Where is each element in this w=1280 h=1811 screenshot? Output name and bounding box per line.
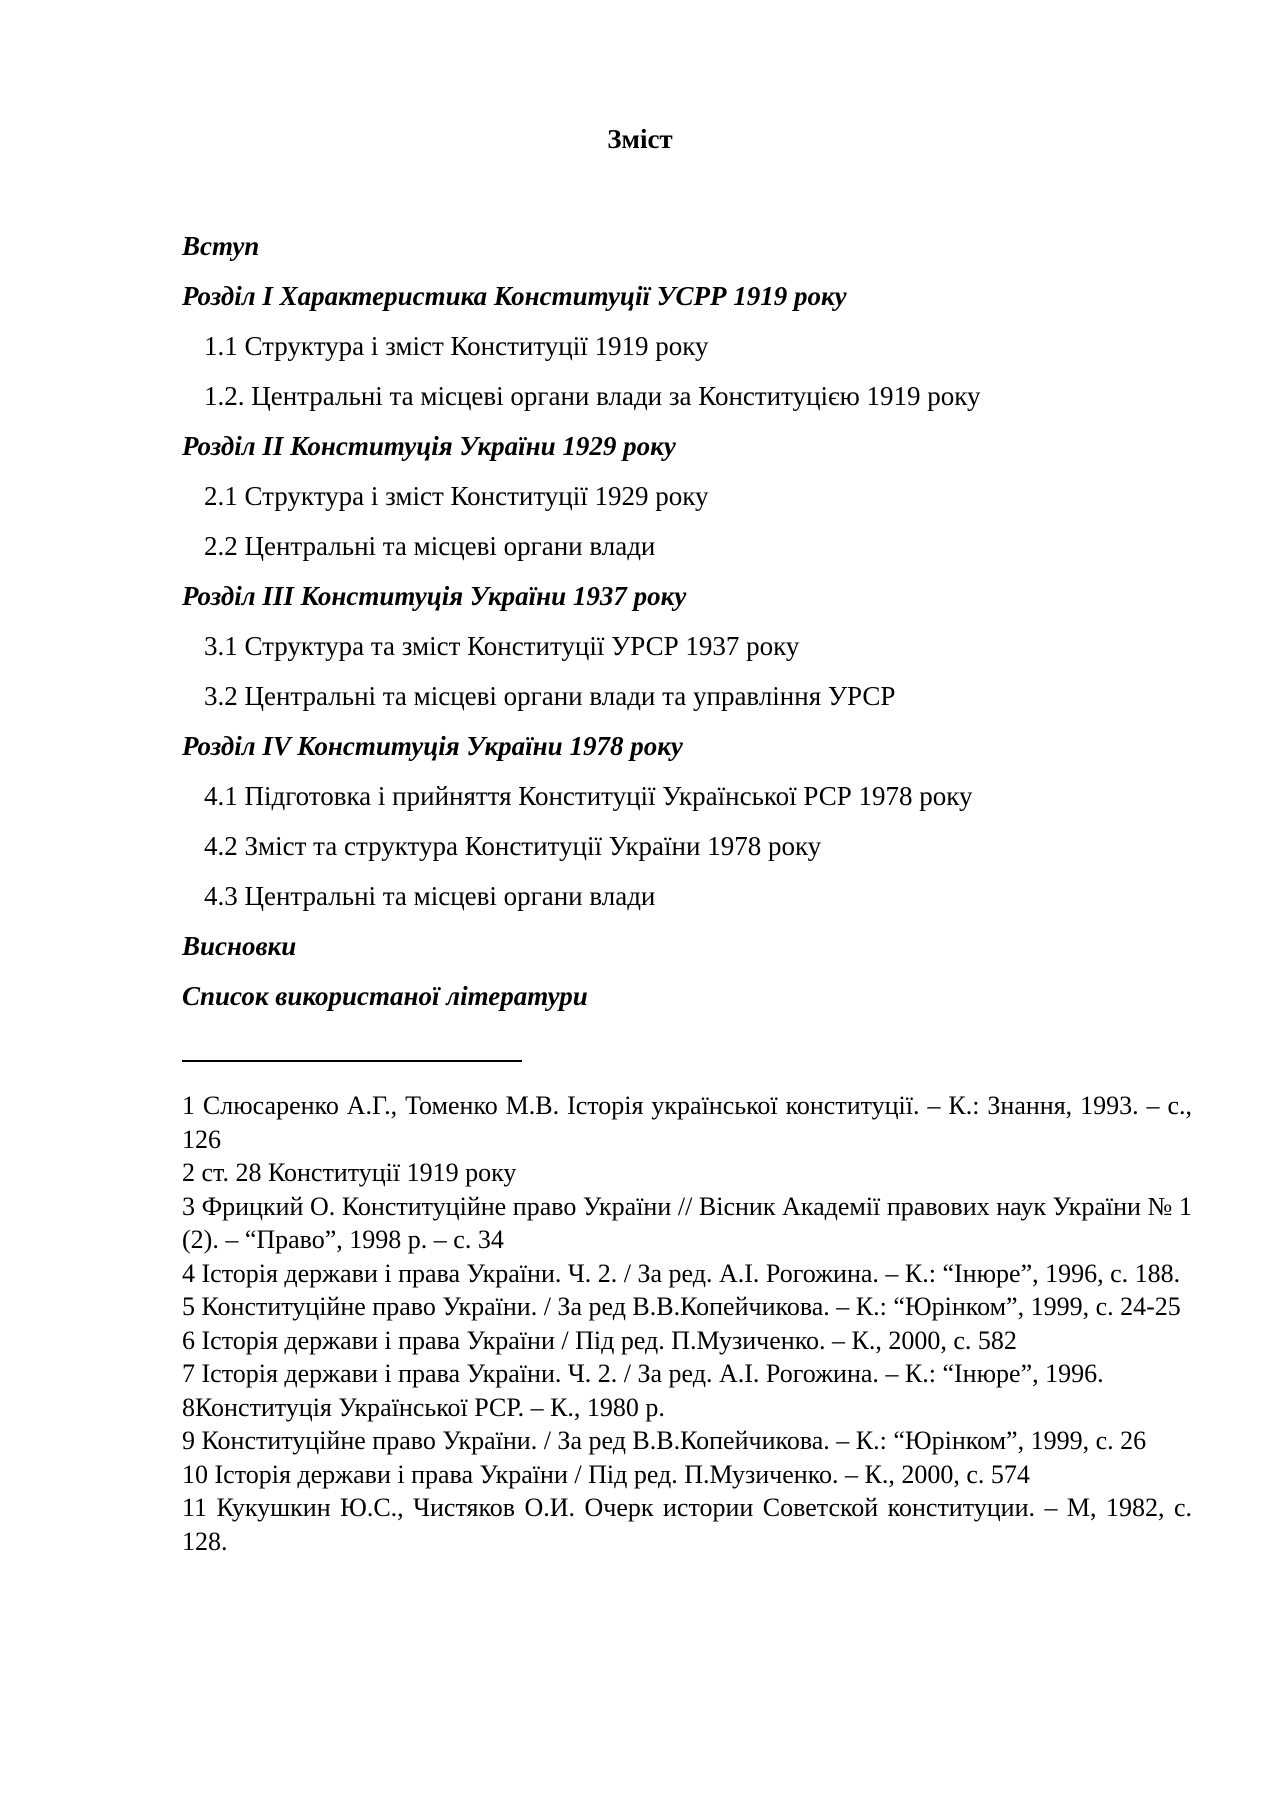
toc-subsection-1-2: 1.2. Центральні та місцеві органи влади за Конституцією 1919 року (204, 381, 981, 411)
footnote-1: 1 Слюсаренко А.Г., Томенко М.В. Історія української конституції. – К.: Знання, 1993. – с., 126 (182, 1091, 1192, 1154)
toc-section-conclusions: Висновки (182, 931, 297, 961)
footnote-7: 7 Історія держави і права України. Ч. 2. / За ред. А.І. Рогожина. – К.: “Інюре”, 1996. (182, 1359, 1104, 1388)
footnote-4: 4 Історія держави і права України. Ч. 2. / За ред. А.І. Рогожина. – К.: “Інюре”, 1996, с. 188. (182, 1258, 1181, 1288)
footnotes (182, 1089, 1192, 1558)
toc-section-intro: Вступ (182, 231, 260, 261)
footnote-10: 10 Історія держави і права України / Під ред. П.Музиченко. – К., 2000, с. 574 (182, 1459, 1030, 1489)
toc-subsection-4-3: 4.3 Центральні та місцеві органи влади (204, 881, 656, 911)
toc-subsection-2-1: 2.1 Структура і зміст Конституції 1929 року (204, 481, 709, 511)
toc-subsection-4-2: 4.2 Зміст та структура Конституції України 1978 року (204, 831, 822, 861)
table-of-contents (182, 221, 1192, 1021)
footnote-5: 5 Конституційне право України. / За ред В.В.Копейчикова. – К.: “Юрінком”, 1999, с. 24-25 (182, 1292, 1181, 1321)
footnote-11: 11 Кукушкин Ю.С., Чистяков О.И. Очерк истории Советской конституции. – М, 1982, с. 128. (182, 1493, 1192, 1556)
footnote-separator (182, 1060, 522, 1062)
toc-section-2: Розділ ІІ Конституція України 1929 року (182, 431, 676, 461)
footnote-3: 3 Фрицкий О. Конституційне право України // Вісник Академії правових наук України № 1 (2). – “Право”, 1998 р. – с. 34 (182, 1191, 1192, 1254)
toc-section-3: Розділ ІІІ Конституція України 1937 року (182, 581, 687, 611)
toc-subsection-2-2: 2.2 Центральні та місцеві органи влади (204, 531, 656, 561)
toc-subsection-3-2: 3.2 Центральні та місцеві органи влади та управління УРСР (204, 681, 896, 711)
toc-subsection-4-1: 4.1 Підготовка і прийняття Конституції Української РСР 1978 року (204, 781, 973, 811)
page-title: Зміст (607, 124, 673, 154)
footnote-8: 8Конституція Української РСР. – К., 1980 р. (182, 1392, 665, 1422)
toc-subsection-1-1: 1.1 Структура і зміст Конституції 1919 року (204, 331, 709, 361)
footnote-2: 2 ст. 28 Конституції 1919 року (182, 1158, 517, 1187)
footnote-6: 6 Історія держави і права України / Під ред. П.Музиченко. – К., 2000, с. 582 (182, 1325, 1017, 1355)
toc-section-bibliography: Список використаної літератури (182, 981, 588, 1011)
toc-subsection-3-1: 3.1 Структура та зміст Конституції УРСР 1937 року (204, 631, 800, 661)
toc-section-4: Розділ IV Конституція України 1978 року (182, 731, 683, 761)
footnote-9: 9 Конституційне право України. / За ред В.В.Копейчикова. – К.: “Юрінком”, 1999, с. 26 (182, 1426, 1147, 1455)
toc-section-1: Розділ І Характеристика Конституції УСРР 1919 року (182, 281, 847, 311)
